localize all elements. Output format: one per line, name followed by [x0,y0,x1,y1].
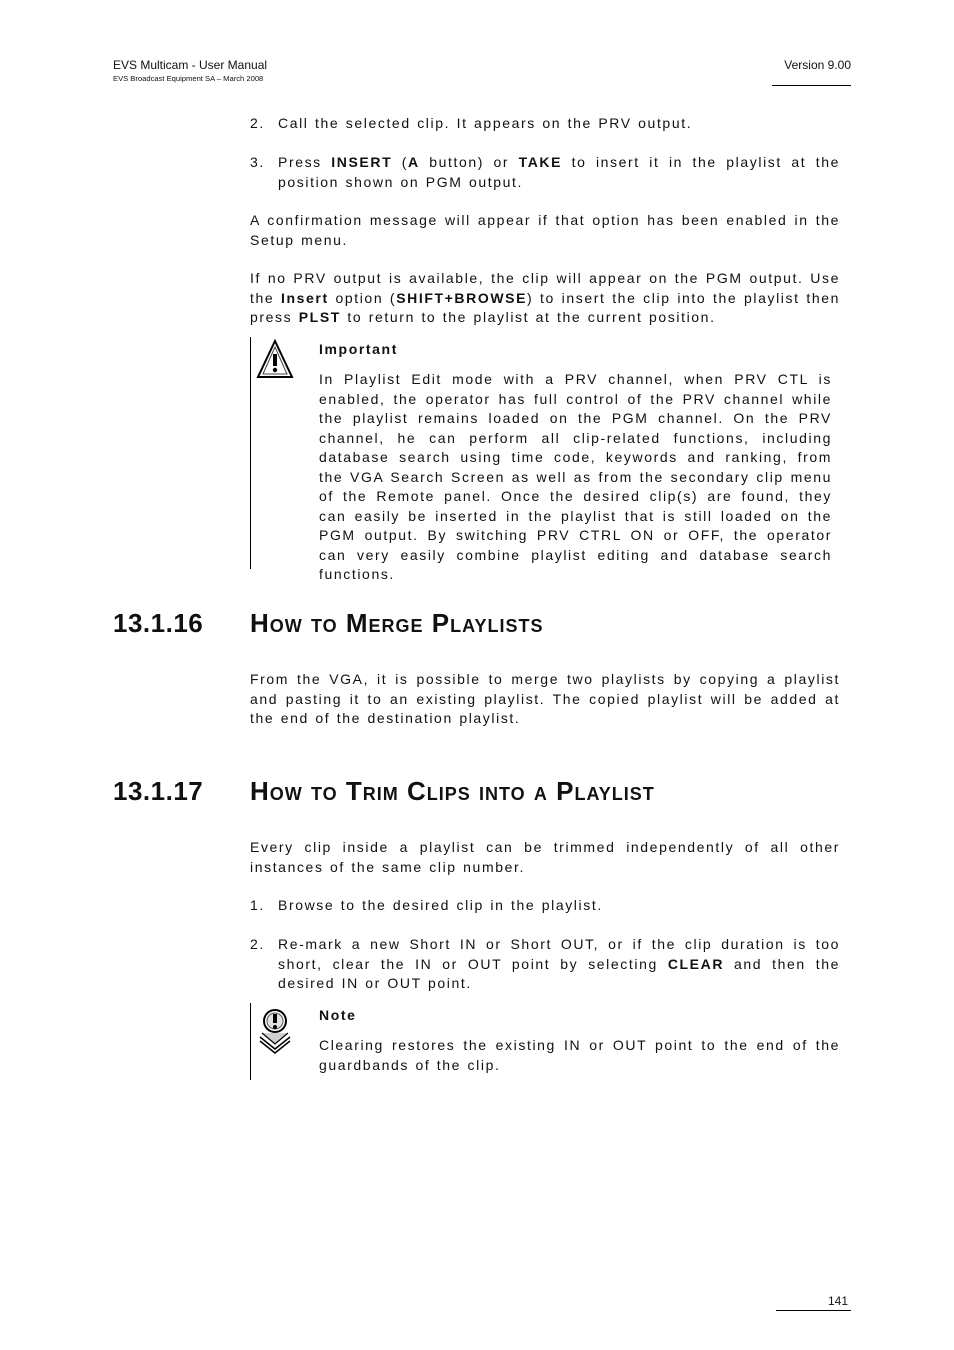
step-text: Call the selected clip. It appears on the PRV output. [278,115,693,131]
section-number: 13.1.16 [113,608,204,638]
step-text: Re-mark a new Short IN or Short OUT, or if the clip duration is too short, clear the IN or OUT point by selecting CLEAR and then the desired IN or OUT point. [278,936,840,991]
important-body: In Playlist Edit mode with a PRV channel, when PRV CTL is enabled, the operator has full control of the PRV channel while the playlist remains loaded on the PGM channel. On the PRV channel, he can perform all clip-related functions, including database search using time code, keywords and ranking, from the VGA Search Screen as well as from the secondary clip menu of the Remote panel. Once the desired clip(s) are found, they can easily be inserted in the playlist that is still loaded on the PGM output. By switching PRV CTRL ON or OFF, the operator can very easily combine playlist editing and database search functions. [319,371,832,582]
merge-paragraph: From the VGA, it is possible to merge two playlists by copying a playlist and pasting it to an existing playlist. The copied playlist will be added at the end of the destination playlist. [250,671,840,726]
step-number: 2. [250,936,265,952]
list-item [250,114,840,134]
list-item [250,935,840,994]
note-title: Note [319,1007,357,1023]
list-item [250,153,840,192]
note-callout-bar [250,1003,251,1080]
confirmation-paragraph: A confirmation message will appear if that option has been enabled in the Setup menu. [250,212,840,248]
step-number: 1. [250,897,265,913]
page-header [113,58,267,83]
warning-icon [256,339,294,381]
trim-paragraph: Every clip inside a playlist can be trimmed independently of all other instances of the same clip number. [250,839,840,875]
note-body: Clearing restores the existing IN or OUT point to the end of the guardbands of the clip. [319,1037,840,1073]
section-title: How to Merge Playlists [250,608,544,638]
note-icon [256,1007,294,1055]
important-callout-bar [250,337,251,569]
important-title: Important [319,341,398,357]
manual-title: EVS Multicam - User Manual [113,58,268,72]
step-number: 2. [250,115,265,131]
step-text: Press INSERT (A button) or TAKE to insert it in the playlist at the position shown on PGM output. [278,154,840,190]
section-title: How to Trim Clips into a Playlist [250,776,655,806]
step-text: Browse to the desired clip in the playlist. [278,897,603,913]
manual-subtitle: EVS Broadcast Equipment SA – March 2008 [113,74,264,83]
section-number: 13.1.17 [113,776,204,806]
header-rule [772,85,851,86]
step-number: 3. [250,154,265,170]
list-item [250,896,840,916]
version-label: Version 9.00 [784,58,851,72]
no-prv-paragraph: If no PRV output is available, the clip will appear on the PGM output. Use the Insert option (SHIFT+BROWSE) to insert the clip into the playlist then press PLST to return to the playlist at the current position. [250,270,840,325]
page-number: 141 [827,1294,848,1308]
footer-rule [776,1310,851,1311]
